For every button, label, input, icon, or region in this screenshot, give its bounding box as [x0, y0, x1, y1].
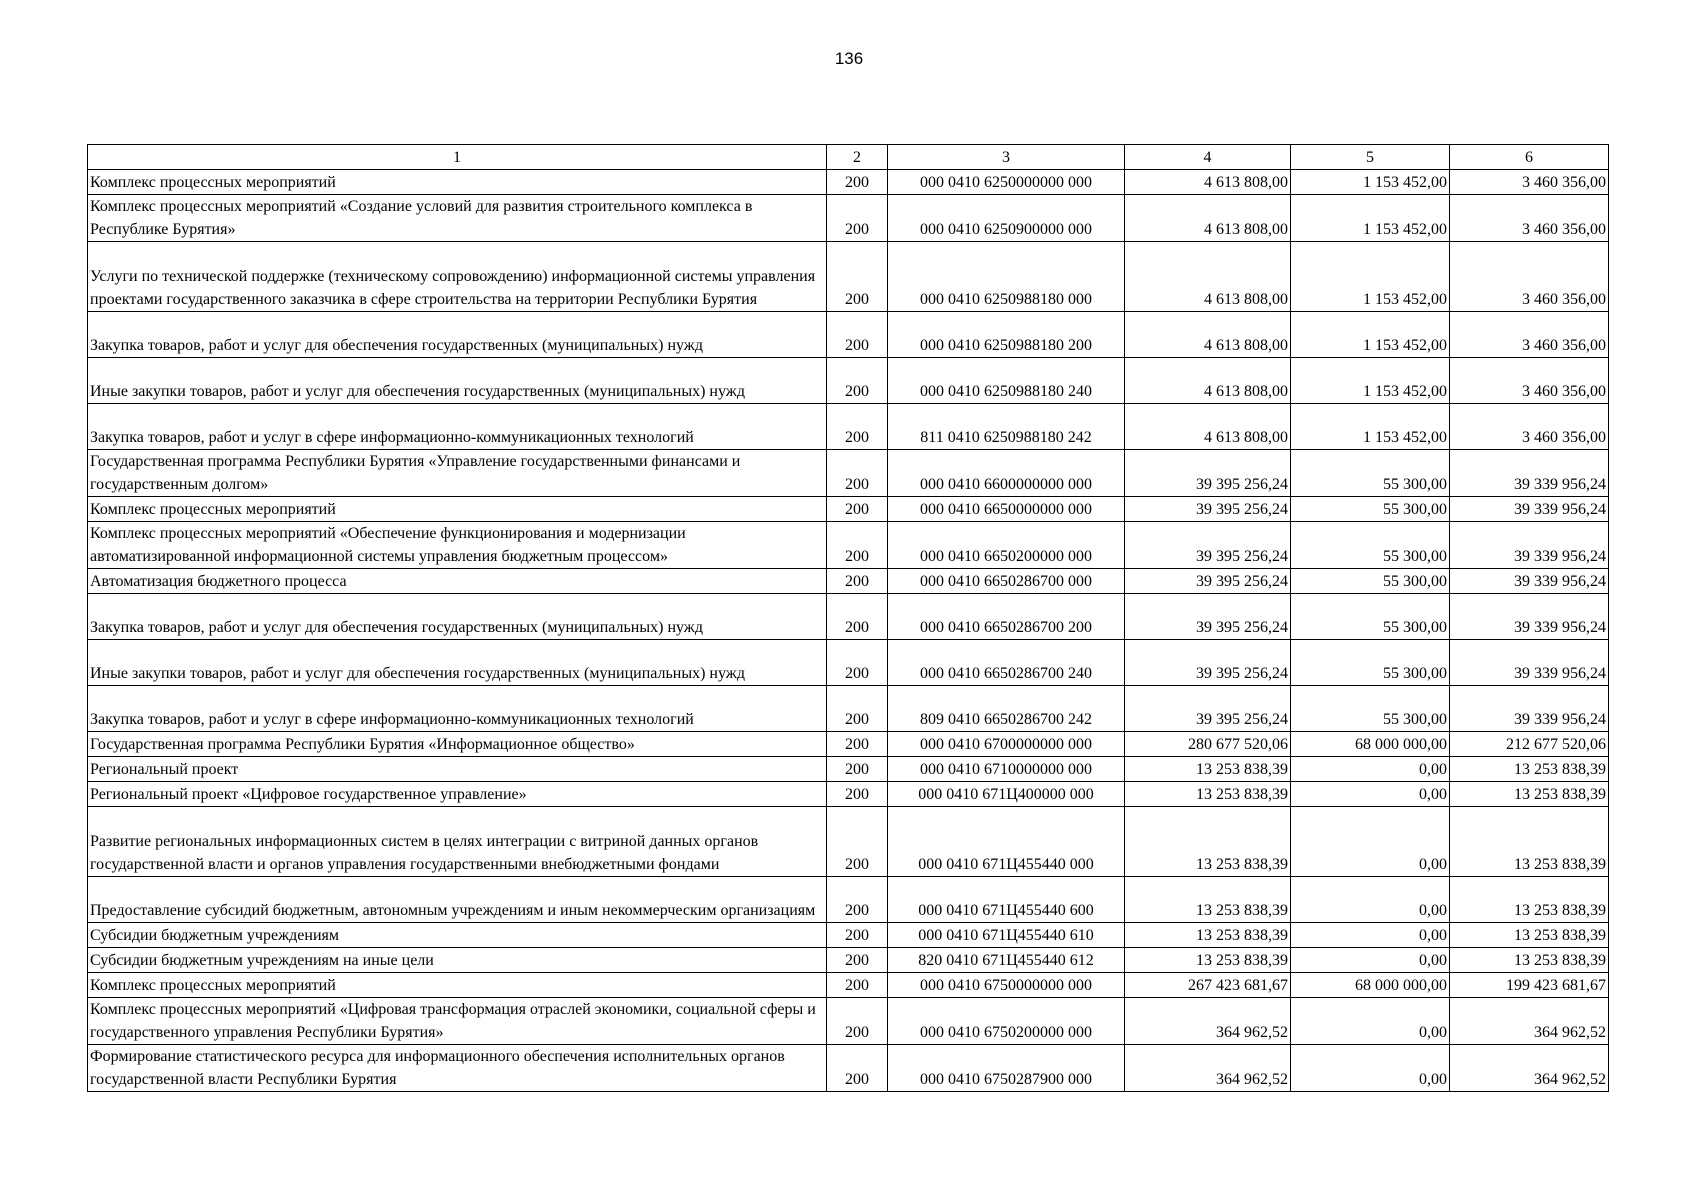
row-value5-cell: 55 300,00 — [1291, 569, 1450, 594]
row-value5-cell: 55 300,00 — [1291, 686, 1450, 732]
row-col2-cell: 200 — [827, 686, 888, 732]
row-value4-cell: 4 613 808,00 — [1125, 195, 1291, 242]
row-code-cell: 000 0410 6700000000 000 — [888, 732, 1125, 757]
row-value6-cell: 364 962,52 — [1450, 1045, 1609, 1092]
row-value4-cell: 13 253 838,39 — [1125, 877, 1291, 923]
row-name-cell: Закупка товаров, работ и услуг в сфере информационно-коммуникационных технологий — [88, 686, 827, 732]
row-value5-cell: 55 300,00 — [1291, 497, 1450, 522]
row-col2-cell: 200 — [827, 973, 888, 998]
row-value5-cell: 55 300,00 — [1291, 640, 1450, 686]
row-name-cell: Закупка товаров, работ и услуг для обеспечения государственных (муниципальных) нужд — [88, 312, 827, 358]
row-name-cell: Развитие региональных информационных систем в целях интеграции с витриной данных органов государственной власти и органов управления государственными внебюджетными фондами — [88, 807, 827, 877]
row-code-cell: 000 0410 6250000000 000 — [888, 170, 1125, 195]
table-row — [88, 640, 1609, 686]
table-row — [88, 312, 1609, 358]
row-value6-cell: 3 460 356,00 — [1450, 242, 1609, 312]
row-name-cell: Комплекс процессных мероприятий «Обеспечение функционирования и модернизации автоматизированной информационной системы управления бюджетным процессом» — [88, 522, 827, 569]
table-row — [88, 569, 1609, 594]
table-row — [88, 358, 1609, 404]
row-value4-cell: 39 395 256,24 — [1125, 522, 1291, 569]
row-name-cell: Иные закупки товаров, работ и услуг для обеспечения государственных (муниципальных) нужд — [88, 640, 827, 686]
row-value5-cell: 1 153 452,00 — [1291, 242, 1450, 312]
row-code-cell: 000 0410 6650286700 200 — [888, 594, 1125, 640]
row-value4-cell: 13 253 838,39 — [1125, 757, 1291, 782]
table-row — [88, 242, 1609, 312]
row-code-cell: 000 0410 671Ц455440 600 — [888, 877, 1125, 923]
header-cell: 1 — [88, 145, 827, 170]
row-name-cell: Комплекс процессных мероприятий «Создание условий для развития строительного комплекса в Республике Бурятия» — [88, 195, 827, 242]
table-row — [88, 807, 1609, 877]
row-value5-cell: 1 153 452,00 — [1291, 195, 1450, 242]
row-value5-cell: 55 300,00 — [1291, 594, 1450, 640]
row-code-cell: 000 0410 6650000000 000 — [888, 497, 1125, 522]
row-value5-cell: 1 153 452,00 — [1291, 170, 1450, 195]
row-name-cell: Государственная программа Республики Бурятия «Управление государственными финансами и государственным долгом» — [88, 450, 827, 497]
row-value5-cell: 68 000 000,00 — [1291, 732, 1450, 757]
row-value6-cell: 199 423 681,67 — [1450, 973, 1609, 998]
row-value4-cell: 4 613 808,00 — [1125, 358, 1291, 404]
row-code-cell: 000 0410 6600000000 000 — [888, 450, 1125, 497]
row-col2-cell: 200 — [827, 640, 888, 686]
row-value5-cell: 0,00 — [1291, 948, 1450, 973]
row-col2-cell: 200 — [827, 170, 888, 195]
table-row — [88, 497, 1609, 522]
row-value6-cell: 13 253 838,39 — [1450, 757, 1609, 782]
row-value5-cell: 55 300,00 — [1291, 450, 1450, 497]
row-name-cell: Формирование статистического ресурса для информационного обеспечения исполнительных органов государственной власти Республики Бурятия — [88, 1045, 827, 1092]
row-value4-cell: 13 253 838,39 — [1125, 782, 1291, 807]
row-value6-cell: 3 460 356,00 — [1450, 312, 1609, 358]
row-value5-cell: 0,00 — [1291, 923, 1450, 948]
row-name-cell: Комплекс процессных мероприятий «Цифровая трансформация отраслей экономики, социальной сферы и государственного управления Республики Бурятия» — [88, 998, 827, 1045]
table-row — [88, 948, 1609, 973]
row-col2-cell: 200 — [827, 497, 888, 522]
row-col2-cell: 200 — [827, 242, 888, 312]
row-col2-cell: 200 — [827, 404, 888, 450]
row-name-cell: Закупка товаров, работ и услуг в сфере информационно-коммуникационных технологий — [88, 404, 827, 450]
row-col2-cell: 200 — [827, 1045, 888, 1092]
row-col2-cell: 200 — [827, 195, 888, 242]
row-code-cell: 000 0410 6250988180 240 — [888, 358, 1125, 404]
table-row — [88, 782, 1609, 807]
row-value6-cell: 39 339 956,24 — [1450, 569, 1609, 594]
row-code-cell: 000 0410 671Ц455440 610 — [888, 923, 1125, 948]
table-row — [88, 998, 1609, 1045]
header-cell: 5 — [1291, 145, 1450, 170]
row-value5-cell: 1 153 452,00 — [1291, 404, 1450, 450]
row-value6-cell: 13 253 838,39 — [1450, 807, 1609, 877]
row-name-cell: Закупка товаров, работ и услуг для обеспечения государственных (муниципальных) нужд — [88, 594, 827, 640]
row-name-cell: Комплекс процессных мероприятий — [88, 973, 827, 998]
row-value4-cell: 364 962,52 — [1125, 1045, 1291, 1092]
row-value5-cell: 1 153 452,00 — [1291, 312, 1450, 358]
row-value4-cell: 39 395 256,24 — [1125, 497, 1291, 522]
row-col2-cell: 200 — [827, 312, 888, 358]
table-row — [88, 594, 1609, 640]
table-row — [88, 877, 1609, 923]
row-value4-cell: 267 423 681,67 — [1125, 973, 1291, 998]
header-cell: 3 — [888, 145, 1125, 170]
row-col2-cell: 200 — [827, 998, 888, 1045]
row-code-cell: 000 0410 6750200000 000 — [888, 998, 1125, 1045]
row-col2-cell: 200 — [827, 757, 888, 782]
row-value4-cell: 13 253 838,39 — [1125, 807, 1291, 877]
row-value5-cell: 0,00 — [1291, 807, 1450, 877]
row-value6-cell: 13 253 838,39 — [1450, 782, 1609, 807]
row-value6-cell: 39 339 956,24 — [1450, 522, 1609, 569]
table-row — [88, 732, 1609, 757]
row-value4-cell: 39 395 256,24 — [1125, 640, 1291, 686]
row-value6-cell: 13 253 838,39 — [1450, 923, 1609, 948]
row-code-cell: 000 0410 6250988180 200 — [888, 312, 1125, 358]
row-value6-cell: 39 339 956,24 — [1450, 594, 1609, 640]
row-code-cell: 000 0410 6650286700 000 — [888, 569, 1125, 594]
row-code-cell: 000 0410 671Ц455440 000 — [888, 807, 1125, 877]
row-value6-cell: 212 677 520,06 — [1450, 732, 1609, 757]
row-code-cell: 000 0410 671Ц400000 000 — [888, 782, 1125, 807]
table-header-row — [88, 145, 1609, 170]
header-cell: 6 — [1450, 145, 1609, 170]
row-value5-cell: 0,00 — [1291, 782, 1450, 807]
row-col2-cell: 200 — [827, 569, 888, 594]
row-col2-cell: 200 — [827, 782, 888, 807]
row-code-cell: 000 0410 6750287900 000 — [888, 1045, 1125, 1092]
row-name-cell: Услуги по технической поддержке (техническому сопровождению) информационной системы управления проектами государственного заказчика в сфере строительства на территории Республики Бурятия — [88, 242, 827, 312]
table-row — [88, 195, 1609, 242]
row-value6-cell: 39 339 956,24 — [1450, 450, 1609, 497]
row-col2-cell: 200 — [827, 948, 888, 973]
row-code-cell: 000 0410 6250988180 000 — [888, 242, 1125, 312]
row-value6-cell: 3 460 356,00 — [1450, 170, 1609, 195]
row-name-cell: Субсидии бюджетным учреждениям — [88, 923, 827, 948]
page-number: 136 — [834, 49, 864, 68]
row-col2-cell: 200 — [827, 522, 888, 569]
row-code-cell: 000 0410 6250900000 000 — [888, 195, 1125, 242]
row-value6-cell: 13 253 838,39 — [1450, 948, 1609, 973]
row-name-cell: Региональный проект — [88, 757, 827, 782]
row-name-cell: Субсидии бюджетным учреждениям на иные цели — [88, 948, 827, 973]
row-value6-cell: 3 460 356,00 — [1450, 358, 1609, 404]
table-row — [88, 757, 1609, 782]
row-value5-cell: 0,00 — [1291, 998, 1450, 1045]
row-value4-cell: 39 395 256,24 — [1125, 594, 1291, 640]
row-value4-cell: 13 253 838,39 — [1125, 948, 1291, 973]
row-col2-cell: 200 — [827, 732, 888, 757]
row-name-cell: Государственная программа Республики Бурятия «Информационное общество» — [88, 732, 827, 757]
row-col2-cell: 200 — [827, 923, 888, 948]
header-cell: 2 — [827, 145, 888, 170]
row-value4-cell: 280 677 520,06 — [1125, 732, 1291, 757]
table-row — [88, 686, 1609, 732]
row-name-cell: Иные закупки товаров, работ и услуг для обеспечения государственных (муниципальных) нужд — [88, 358, 827, 404]
table-row — [88, 522, 1609, 569]
row-value5-cell: 0,00 — [1291, 1045, 1450, 1092]
row-value6-cell: 364 962,52 — [1450, 998, 1609, 1045]
table-row — [88, 973, 1609, 998]
row-value4-cell: 4 613 808,00 — [1125, 404, 1291, 450]
row-value5-cell: 0,00 — [1291, 877, 1450, 923]
row-col2-cell: 200 — [827, 594, 888, 640]
budget-table — [87, 144, 1609, 1092]
table-row — [88, 450, 1609, 497]
row-value4-cell: 39 395 256,24 — [1125, 569, 1291, 594]
table-row — [88, 170, 1609, 195]
row-value6-cell: 3 460 356,00 — [1450, 404, 1609, 450]
table-row — [88, 923, 1609, 948]
row-name-cell: Предоставление субсидий бюджетным, автономным учреждениям и иным некоммерческим организациям — [88, 877, 827, 923]
row-name-cell: Региональный проект «Цифровое государственное управление» — [88, 782, 827, 807]
row-col2-cell: 200 — [827, 807, 888, 877]
row-col2-cell: 200 — [827, 450, 888, 497]
row-code-cell: 000 0410 6710000000 000 — [888, 757, 1125, 782]
row-name-cell: Автоматизация бюджетного процесса — [88, 569, 827, 594]
row-code-cell: 811 0410 6250988180 242 — [888, 404, 1125, 450]
row-value4-cell: 39 395 256,24 — [1125, 686, 1291, 732]
row-code-cell: 809 0410 6650286700 242 — [888, 686, 1125, 732]
row-name-cell: Комплекс процессных мероприятий — [88, 497, 827, 522]
row-value5-cell: 55 300,00 — [1291, 522, 1450, 569]
row-name-cell: Комплекс процессных мероприятий — [88, 170, 827, 195]
row-value4-cell: 13 253 838,39 — [1125, 923, 1291, 948]
row-code-cell: 000 0410 6650286700 240 — [888, 640, 1125, 686]
row-value6-cell: 39 339 956,24 — [1450, 497, 1609, 522]
table-row — [88, 1045, 1609, 1092]
header-cell: 4 — [1125, 145, 1291, 170]
row-value4-cell: 39 395 256,24 — [1125, 450, 1291, 497]
row-value6-cell: 39 339 956,24 — [1450, 686, 1609, 732]
row-value6-cell: 39 339 956,24 — [1450, 640, 1609, 686]
row-value4-cell: 4 613 808,00 — [1125, 242, 1291, 312]
row-code-cell: 820 0410 671Ц455440 612 — [888, 948, 1125, 973]
row-code-cell: 000 0410 6750000000 000 — [888, 973, 1125, 998]
row-value5-cell: 0,00 — [1291, 757, 1450, 782]
row-value4-cell: 4 613 808,00 — [1125, 170, 1291, 195]
row-value4-cell: 364 962,52 — [1125, 998, 1291, 1045]
row-value5-cell: 68 000 000,00 — [1291, 973, 1450, 998]
row-value4-cell: 4 613 808,00 — [1125, 312, 1291, 358]
row-code-cell: 000 0410 6650200000 000 — [888, 522, 1125, 569]
row-value6-cell: 3 460 356,00 — [1450, 195, 1609, 242]
row-value6-cell: 13 253 838,39 — [1450, 877, 1609, 923]
row-col2-cell: 200 — [827, 358, 888, 404]
row-value5-cell: 1 153 452,00 — [1291, 358, 1450, 404]
row-col2-cell: 200 — [827, 877, 888, 923]
table-row — [88, 404, 1609, 450]
